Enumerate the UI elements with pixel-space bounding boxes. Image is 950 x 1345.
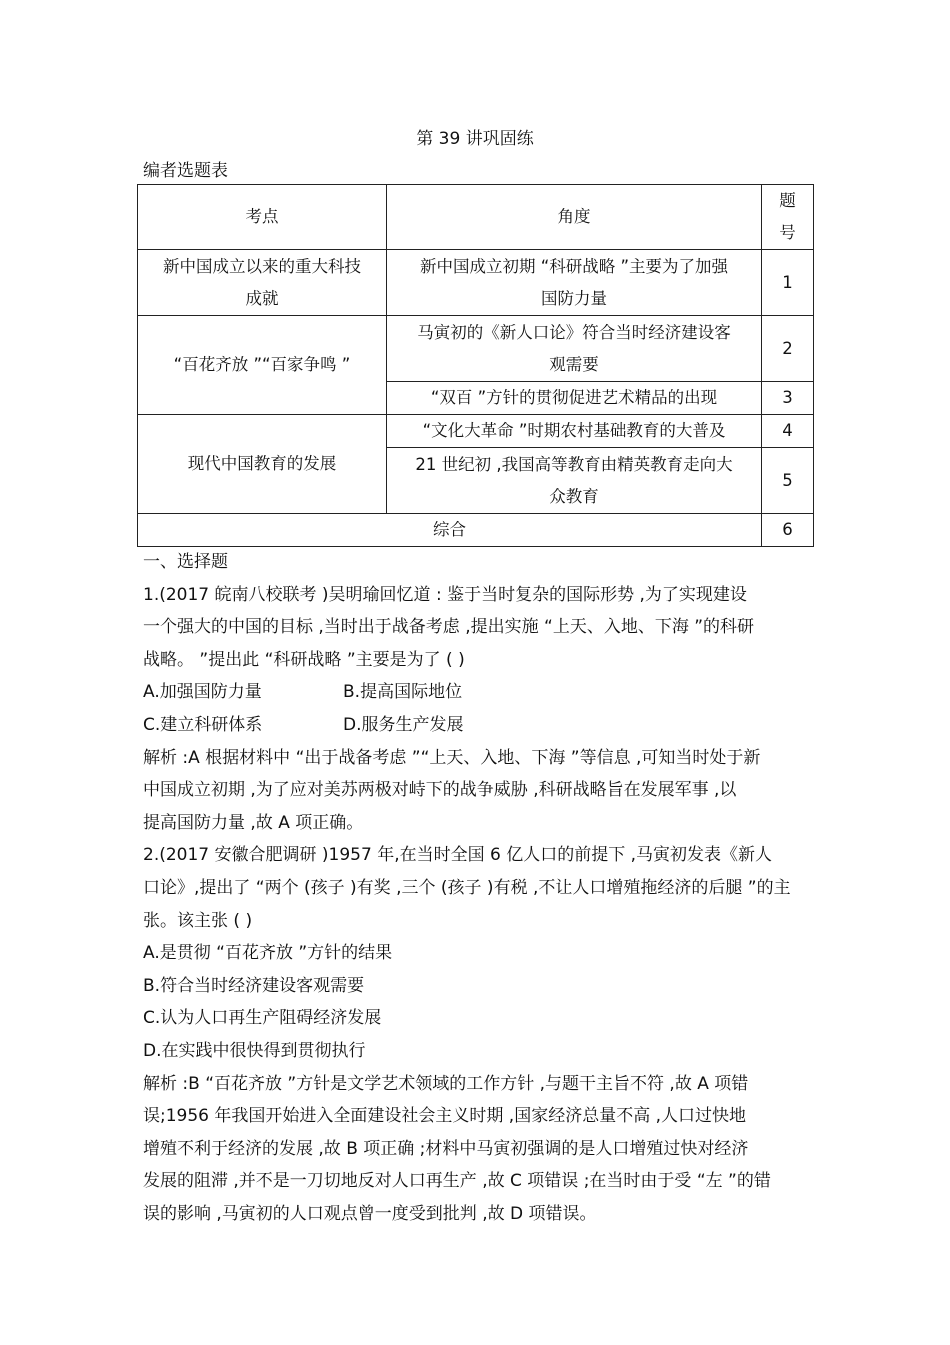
option-b: B.提高国际地位 (343, 682, 463, 703)
kaodian-cell: “百花齐放 ”“百家争鸣 ” (138, 316, 387, 415)
analysis-line: 解析 :B “百花齐放 ”方针是文学艺术领域的工作方针 ,与题干主旨不符 ,故 A 项错 (143, 1073, 749, 1094)
option-d: D.服务生产发展 (343, 714, 464, 735)
table-caption: 编者选题表 (143, 161, 228, 181)
kaodian-cell: 现代中国教育的发展 (138, 415, 387, 514)
analysis-line: 增殖不利于经济的发展 ,故 B 项正确 ;材料中马寅初强调的是人口增殖过快对经济 (143, 1138, 749, 1159)
header-kaodian: 考点 (138, 185, 387, 250)
analysis-line: 误的影响 ,马寅初的人口观点曾一度受到批判 ,故 D 项错误。 (143, 1203, 597, 1224)
tihao-cell: 3 (762, 382, 814, 415)
analysis-line: 误;1956 年我国开始进入全面建设社会主义时期 ,国家经济总量不高 ,人口过快地 (143, 1106, 747, 1127)
question-line: 张。该主张 ( ) (143, 910, 253, 931)
question-line: 一个强大的中国的目标 ,当时出于战备考虑 ,提出实施 “上天、入地、下海 ”的科研 (143, 617, 755, 638)
analysis-line: 提高国防力量 ,故 A 项正确。 (143, 812, 364, 833)
selection-table (137, 184, 814, 547)
section-heading: 一、选择题 (143, 552, 228, 572)
analysis-line: 发展的阻滞 ,并不是一刀切地反对人口再生产 ,故 C 项错误 ;在当时由于受 “左 ”的错 (143, 1171, 771, 1192)
page-title: 第 39 讲巩固练 (416, 129, 534, 149)
jiaodu-cell: “文化大革命 ”时期农村基础教育的大普及 (387, 415, 762, 448)
question-line: 1.(2017 皖南八校联考 )吴明瑜回忆道 : 鉴于当时复杂的国际形势 ,为了实现建设 (143, 584, 747, 605)
question-1 (143, 579, 813, 840)
jiaodu-cell: “双百 ”方针的贯彻促进艺术精品的出现 (387, 382, 762, 415)
jiaodu-cell: 21 世纪初 ,我国高等教育由精英教育走向大 众教育 (387, 448, 762, 514)
tihao-cell: 1 (762, 250, 814, 316)
kaodian-cell: 新中国成立以来的重大科技 成就 (138, 250, 387, 316)
question-line: 战略。 ”提出此 “科研战略 ”主要是为了 ( ) (143, 649, 465, 670)
table-row (138, 316, 814, 382)
tihao-cell: 4 (762, 415, 814, 448)
question-body (143, 546, 813, 1230)
zonghe-cell: 综合 (138, 514, 762, 547)
option-c: C.认为人口再生产阻碍经济发展 (143, 1008, 382, 1029)
table-header-row (138, 185, 814, 250)
question-line: 2.(2017 安徽合肥调研 )1957 年,在当时全国 6 亿人口的前提下 ,马寅初发表《新人 (143, 845, 773, 866)
tihao-cell: 6 (762, 514, 814, 547)
analysis-line: 中国成立初期 ,为了应对美苏两极对峙下的战争威胁 ,科研战略旨在发展军事 ,以 (143, 780, 737, 801)
option-a: A.是贯彻 “百花齐放 ”方针的结果 (143, 943, 393, 964)
options-row (143, 676, 813, 709)
option-b: B.符合当时经济建设客观需要 (143, 975, 365, 996)
table-row (138, 250, 814, 316)
option-c: C.建立科研体系 (143, 714, 263, 735)
table-row (138, 514, 814, 547)
option-a: A.加强国防力量 (143, 682, 262, 703)
question-line: 口论》,提出了 “两个 (孩子 )有奖 ,三个 (孩子 )有税 ,不让人口增殖拖经济的后腿 ”的主 (143, 877, 791, 898)
header-jiaodu: 角度 (387, 185, 762, 250)
tihao-cell: 2 (762, 316, 814, 382)
option-d: D.在实践中很快得到贯彻执行 (143, 1040, 366, 1061)
header-tihao: 题 号 (762, 185, 814, 250)
question-2 (143, 839, 813, 1230)
analysis-line: 解析 :A 根据材料中 “出于战备考虑 ”“上天、入地、下海 ”等信息 ,可知当时处于新 (143, 747, 761, 768)
jiaodu-cell: 马寅初的《新人口论》符合当时经济建设客 观需要 (387, 316, 762, 382)
table-row (138, 415, 814, 448)
options-row (143, 709, 813, 742)
tihao-cell: 5 (762, 448, 814, 514)
jiaodu-cell: 新中国成立初期 “科研战略 ”主要为了加强 国防力量 (387, 250, 762, 316)
